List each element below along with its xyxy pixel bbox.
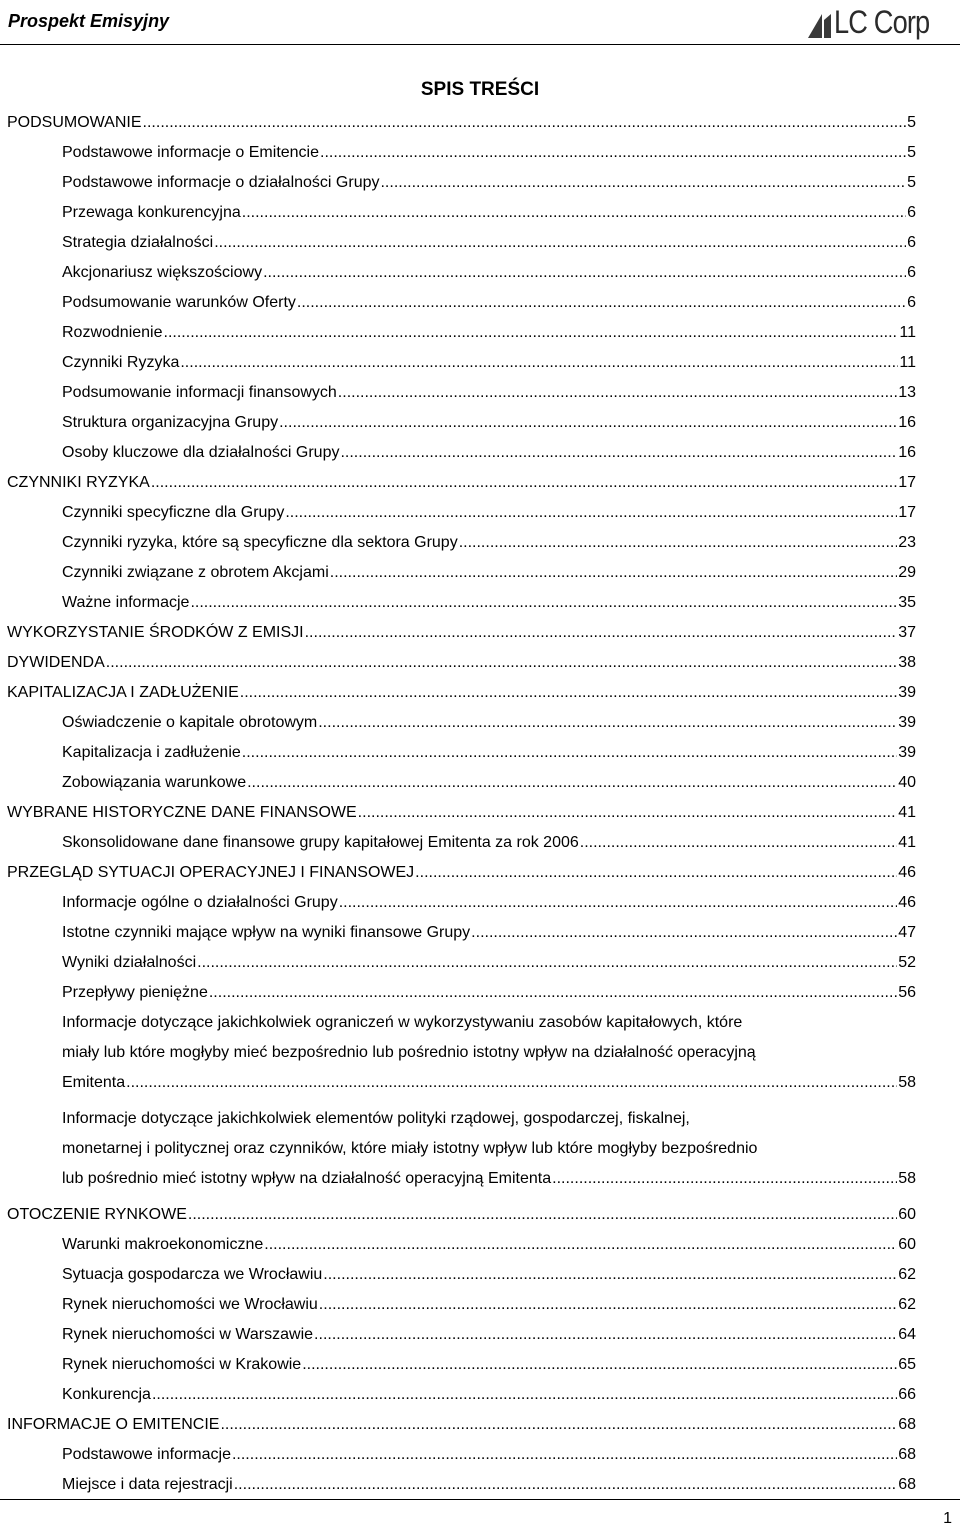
toc-subsection-entry[interactable] [62,1350,916,1380]
dot-leader [320,138,906,168]
toc-entry-page: 37 [898,624,916,641]
dot-leader [459,528,898,558]
toc-entry-label: Warunki makroekonomiczne [62,1230,264,1260]
logo-text: LC Corp [833,4,930,40]
dot-leader [415,858,897,888]
toc-entry-page: 6 [907,264,916,281]
dot-leader [164,318,899,348]
dot-leader [279,408,897,438]
toc-entry-label: Podstawowe informacje o działalności Grupy [62,168,380,198]
toc-entry-label: Czynniki Ryzyka [62,348,180,378]
toc-entry-label: Informacje ogólne o działalności Grupy [62,888,339,918]
toc-entry-page: 23 [898,534,916,551]
toc-entry-page: 5 [907,144,916,161]
toc-section-entry[interactable] [7,108,916,138]
toc-entry-page: 64 [898,1326,916,1343]
toc-subsection-entry[interactable] [62,1230,916,1260]
dot-leader [338,378,897,408]
toc-entry-page: 62 [898,1266,916,1283]
dot-leader [220,1410,897,1440]
toc-entry-page: 66 [898,1386,916,1403]
toc-entry-label: Kapitalizacja i zadłużenie [62,738,242,768]
dot-leader [305,618,898,648]
toc-entry-label: Podsumowanie warunków Oferty [62,288,297,318]
toc-entry-label-line: Informacje dotyczące jakichkolwiek elementów polityki rządowej, gospodarczej, fiskalnej, [62,1110,690,1127]
toc-entry-page: 16 [898,414,916,431]
toc-entry-page: 40 [898,774,916,791]
toc-entry-label: lub pośrednio mieć istotny wpływ na działalność operacyjną Emitenta [62,1164,552,1194]
toc-entry-label: Zobowiązania warunkowe [62,768,247,798]
toc-entry-page: 38 [898,654,916,671]
toc-entry-page: 39 [898,744,916,761]
dot-leader [358,798,898,828]
dot-leader [318,708,897,738]
toc-subsection-entry[interactable] [62,288,916,318]
toc-entry-page: 46 [898,894,916,911]
dot-leader [380,168,906,198]
toc-entry-page: 39 [898,714,916,731]
toc-entry-page: 46 [898,864,916,881]
dot-leader [330,558,897,588]
header-divider [0,44,960,45]
toc-entry-label: OTOCZENIE RYNKOWE [7,1200,188,1230]
toc-entry-label: Istotne czynniki mające wpływ na wyniki finansowe Grupy [62,918,471,948]
toc-entry-label: Czynniki ryzyka, które są specyficzne dla sektora Grupy [62,528,459,558]
toc-section-entry[interactable] [7,1200,916,1230]
dot-leader [209,978,897,1008]
dot-leader [234,1470,897,1500]
dot-leader [214,228,906,258]
toc-entry-page: 16 [898,444,916,461]
toc-subsection-entry[interactable] [62,1104,916,1194]
document-title: Prospekt Emisyjny [8,11,170,31]
toc-subsection-entry[interactable] [62,198,916,228]
toc-entry-label: Czynniki specyficzne dla Grupy [62,498,285,528]
toc-entry-label: Emitenta [62,1068,126,1098]
toc-entry-label: Strategia działalności [62,228,214,258]
toc-entry-page: 5 [907,174,916,191]
dot-leader [190,588,897,618]
toc-entry-label-line: monetarnej i politycznej oraz czynników, które miały istotny wpływ lub które mogłyby bezpośrednio [62,1140,758,1157]
toc-entry-label-line: miały lub które mogłyby mieć bezpośrednio lub pośrednio istotny wpływ na działalność operacyjną [62,1044,756,1061]
toc-entry-label: PRZEGLĄD SYTUACJI OPERACYJNEJ I FINANSOWEJ [7,858,415,888]
toc-entry-label: Podstawowe informacje [62,1440,232,1470]
toc-subsection-entry[interactable] [62,588,916,618]
toc-entry-label: KAPITALIZACJA I ZADŁUŻENIE [7,678,240,708]
dot-leader [319,1290,897,1320]
toc-section-entry[interactable] [7,468,916,498]
dot-leader [263,258,906,288]
toc-section-entry[interactable] [7,648,916,678]
toc-subsection-entry[interactable] [62,528,916,558]
toc-subsection-entry[interactable] [62,1470,916,1500]
toc-subsection-entry[interactable] [62,768,916,798]
toc-heading: SPIS TREŚCI [420,79,540,100]
toc-subsection-entry[interactable] [62,1440,916,1470]
toc-section-entry[interactable] [7,618,916,648]
toc-entry-page: 58 [898,1170,916,1187]
toc-entry-page: 11 [899,324,916,341]
toc-entry-label: Ważne informacje [62,588,190,618]
dot-leader [339,888,898,918]
toc-entry-label: Podsumowanie informacji finansowych [62,378,338,408]
toc-entry-label: Rynek nieruchomości we Wrocławiu [62,1290,319,1320]
dot-leader [232,1440,897,1470]
dot-leader [197,948,897,978]
toc-entry-page: 5 [907,114,916,131]
toc-entry-page: 68 [898,1416,916,1433]
toc-subsection-entry[interactable] [62,408,916,438]
toc-entry-label: Miejsce i data rejestracji [62,1470,234,1500]
toc-subsection-entry[interactable] [62,1008,916,1098]
page-header [0,0,960,44]
toc-entry-page: 6 [907,234,916,251]
toc-entry-page: 13 [898,384,916,401]
dot-leader [188,1200,897,1230]
dot-leader [297,288,906,318]
toc-subsection-entry[interactable] [62,138,916,168]
toc-entry-page: 29 [898,564,916,581]
toc-subsection-entry[interactable] [62,1320,916,1350]
logo-mark-icon [806,10,832,40]
toc-entry-page: 41 [898,834,916,851]
dot-leader [552,1164,897,1194]
dot-leader [242,198,906,228]
toc-subsection-entry[interactable] [62,228,916,258]
toc-subsection-entry[interactable] [62,1290,916,1320]
toc-entry-label: Podstawowe informacje o Emitencie [62,138,320,168]
toc-entry-label: Osoby kluczowe dla działalności Grupy [62,438,340,468]
toc-subsection-entry[interactable] [62,978,916,1008]
dot-leader [106,648,897,678]
toc-entry-label: Rozwodnienie [62,318,164,348]
toc-entry-page: 65 [898,1356,916,1373]
dot-leader [285,498,897,528]
toc-entry-label: Sytuacja gospodarcza we Wrocławiu [62,1260,323,1290]
toc-entry-page: 68 [898,1476,916,1493]
toc-entry-page: 52 [898,954,916,971]
toc-entry-page: 17 [898,474,916,491]
toc-subsection-entry[interactable] [62,168,916,198]
toc-entry-page: 6 [907,204,916,221]
dot-leader [340,438,897,468]
toc-entry-label: Rynek nieruchomości w Warszawie [62,1320,314,1350]
toc-section-entry[interactable] [7,858,916,888]
dot-leader [180,348,898,378]
toc-entry-label: Akcjonariusz większościowy [62,258,263,288]
toc-entry-page: 17 [898,504,916,521]
toc-entry-page: 47 [898,924,916,941]
dot-leader [580,828,897,858]
toc-entry-page: 6 [907,294,916,311]
dot-leader [151,468,897,498]
dot-leader [247,768,897,798]
toc-entry-label: Skonsolidowane dane finansowe grupy kapitałowej Emitenta za rok 2006 [62,828,580,858]
toc-entry-page: 39 [898,684,916,701]
toc-entry-page: 60 [898,1236,916,1253]
toc-section-entry[interactable] [7,798,916,828]
toc-entry-label: Rynek nieruchomości w Krakowie [62,1350,302,1380]
toc-section-entry[interactable] [7,1410,916,1440]
toc-entry-label: Przewaga konkurencyjna [62,198,242,228]
page-number: 1 [943,1510,952,1527]
dot-leader [242,738,897,768]
dot-leader [314,1320,897,1350]
toc-entry-page: 11 [899,354,916,371]
toc-entry-page: 56 [898,984,916,1001]
dot-leader [323,1260,897,1290]
toc-entry-page: 60 [898,1206,916,1223]
dot-leader [152,1380,897,1410]
toc-entry-page: 58 [898,1074,916,1091]
toc-subsection-entry[interactable] [62,378,916,408]
toc-subsection-entry[interactable] [62,828,916,858]
toc-entry-label-line: Informacje dotyczące jakichkolwiek ograniczeń w wykorzystywaniu zasobów kapitałowych, które [62,1014,743,1031]
dot-leader [302,1350,897,1380]
toc-subsection-entry[interactable] [62,708,916,738]
toc-entry-label: Przepływy pieniężne [62,978,209,1008]
toc-subsection-entry[interactable] [62,258,916,288]
toc-subsection-entry[interactable] [62,888,916,918]
toc-subsection-entry[interactable] [62,918,916,948]
toc-section-entry[interactable] [7,678,916,708]
toc-entry-label: CZYNNIKI RYZYKA [7,468,151,498]
toc-entry-label: Konkurencja [62,1380,152,1410]
toc-entry-label: DYWIDENDA [7,648,106,678]
toc-entry-label: Oświadczenie o kapitale obrotowym [62,708,318,738]
toc-subsection-entry[interactable] [62,1260,916,1290]
toc-entry-page: 41 [898,804,916,821]
toc-subsection-entry[interactable] [62,948,916,978]
dot-leader [126,1068,897,1098]
toc-subsection-entry[interactable] [62,1380,916,1410]
dot-leader [264,1230,897,1260]
dot-leader [471,918,897,948]
company-logo [806,0,946,40]
toc-entry-label: Wyniki działalności [62,948,197,978]
toc-entry-label: Struktura organizacyjna Grupy [62,408,279,438]
toc-subsection-entry[interactable] [62,438,916,468]
toc-subsection-entry[interactable] [62,558,916,588]
toc-entry-label: PODSUMOWANIE [7,108,143,138]
dot-leader [143,108,907,138]
toc-entry-page: 62 [898,1296,916,1313]
footer-divider [0,1499,960,1500]
toc-subsection-entry[interactable] [62,318,916,348]
toc-entry-label: WYBRANE HISTORYCZNE DANE FINANSOWE [7,798,358,828]
toc-entry-page: 35 [898,594,916,611]
toc-entry-label: Czynniki związane z obrotem Akcjami [62,558,330,588]
toc-subsection-entry[interactable] [62,738,916,768]
toc-entry-page: 68 [898,1446,916,1463]
toc-entry-label: WYKORZYSTANIE ŚRODKÓW Z EMISJI [7,618,305,648]
toc-subsection-entry[interactable] [62,498,916,528]
toc-subsection-entry[interactable] [62,348,916,378]
dot-leader [240,678,897,708]
toc-entry-label: INFORMACJE O EMITENCIE [7,1410,220,1440]
